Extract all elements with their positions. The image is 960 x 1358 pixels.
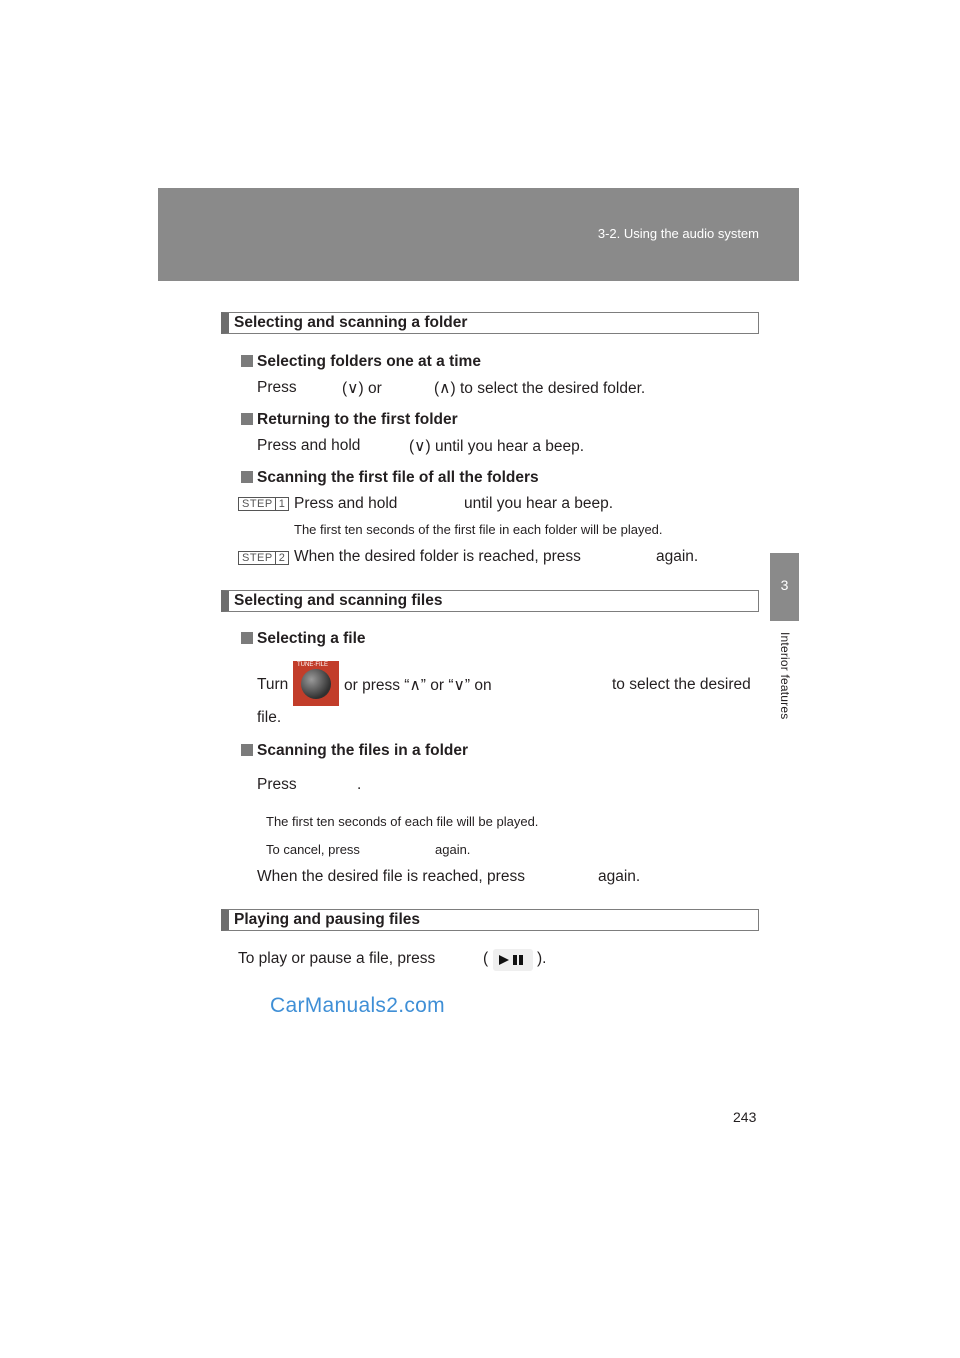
- subheading-scan-first-file: Scanning the first file of all the folders: [241, 469, 539, 487]
- tune-file-knob-icon: [293, 661, 339, 706]
- section-title: Selecting and scanning files: [234, 592, 443, 609]
- page-number: 243: [733, 1109, 757, 1125]
- section-title: Selecting and scanning a folder: [234, 314, 468, 331]
- section-heading-play-pause: [221, 909, 759, 931]
- body-text: (∨) or: [342, 380, 382, 397]
- step-badge-1: STEP 1: [238, 497, 289, 511]
- body-text: or press “∧” or “∨” on: [344, 677, 492, 694]
- subheading-select-file: Selecting a file: [241, 630, 366, 648]
- section-breadcrumb: 3-2. Using the audio system: [597, 226, 759, 241]
- body-text: Press: [257, 776, 297, 793]
- section-heading-files: [221, 590, 759, 612]
- note-text: The first ten seconds of each file will be played.: [266, 814, 539, 829]
- step-text: When the desired folder is reached, press: [294, 548, 581, 565]
- body-text: (: [483, 950, 489, 967]
- body-text: file.: [257, 709, 282, 726]
- chapter-number: 3: [780, 577, 789, 593]
- body-text: .: [357, 776, 362, 793]
- chapter-label: Interior features: [778, 632, 792, 720]
- step-text: Press and hold: [294, 495, 398, 512]
- subheading-scan-files: Scanning the files in a folder: [241, 742, 468, 760]
- body-text: to select the desired: [612, 676, 751, 693]
- knob-dial: [301, 669, 331, 699]
- knob-label: TUNE·FILE: [297, 662, 329, 668]
- chapter-tab: [770, 553, 799, 621]
- section-heading-folder: [221, 312, 759, 334]
- body-text: ).: [537, 950, 547, 967]
- square-bullet-icon: [241, 355, 253, 367]
- note-text: To cancel, press: [266, 842, 360, 857]
- body-text: (∨) until you hear a beep.: [409, 438, 585, 455]
- body-text: again.: [598, 868, 641, 885]
- square-bullet-icon: [241, 471, 253, 483]
- step-text: until you hear a beep.: [464, 495, 614, 512]
- body-text: Turn: [257, 676, 289, 693]
- step-badge-2: STEP 2: [238, 551, 289, 565]
- step-text: again.: [656, 548, 699, 565]
- square-bullet-icon: [241, 632, 253, 644]
- square-bullet-icon: [241, 413, 253, 425]
- subheading-folders-one-at-a-time: Selecting folders one at a time: [241, 353, 481, 371]
- section-title: Playing and pausing files: [234, 911, 421, 928]
- body-text: (∧) to select the desired folder.: [434, 380, 646, 397]
- body-text: When the desired file is reached, press: [257, 868, 525, 885]
- note-text: again.: [435, 842, 471, 857]
- side-strip: [770, 281, 799, 553]
- watermark-logo: CarManuals2.com: [270, 994, 445, 1017]
- body-text: Press and hold: [257, 437, 361, 454]
- body-text: Press: [257, 379, 297, 396]
- body-text: To play or pause a file, press: [238, 950, 436, 967]
- play-pause-icon: [493, 949, 533, 971]
- square-bullet-icon: [241, 744, 253, 756]
- step-note: The first ten seconds of the first file in each folder will be played.: [294, 522, 663, 537]
- header-band: [158, 188, 799, 281]
- subheading-first-folder: Returning to the first folder: [241, 411, 458, 429]
